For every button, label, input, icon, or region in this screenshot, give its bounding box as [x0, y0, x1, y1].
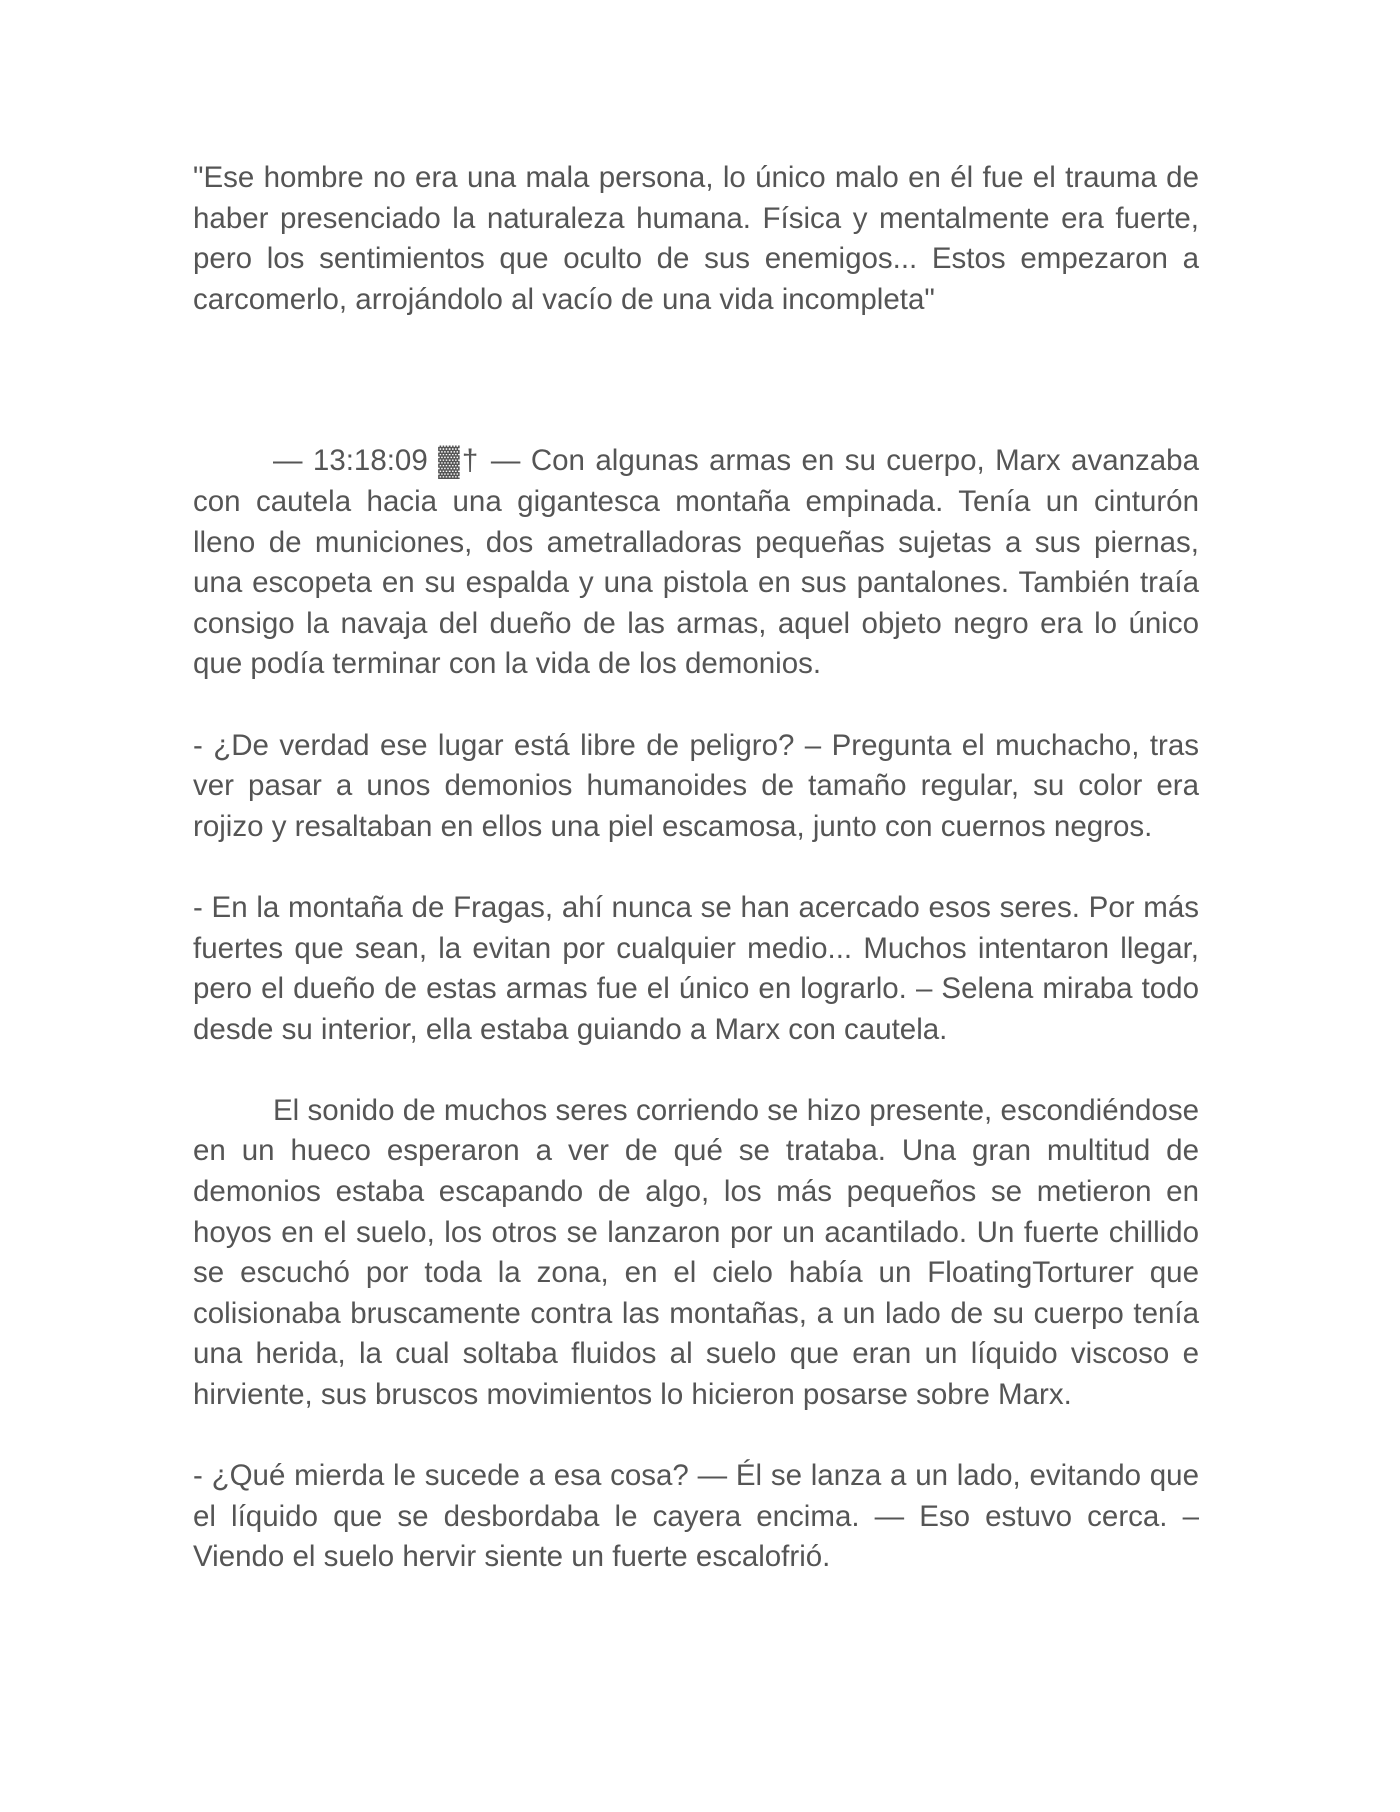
paragraph-dialogue-selena: - En la montaña de Fragas, ahí nunca se han acercado esos seres. Por más fuertes que sean, la evitan por cualquier medio... Muchos intentaron llegar, pero el dueño de estas armas fue el único en lograrlo. – Selena miraba todo desde su interior, ella estaba guiando a Marx con cautela.	[193, 890, 1199, 1046]
paragraph-dialogue-marx: - ¿Qué mierda le sucede a esa cosa? — Él se lanza a un lado, evitando que el líquido que se desbordaba le cayera encima. — Eso estuvo cerca. – Viendo el suelo hervir siente un fuerte escalofrió.	[193, 1459, 1199, 1574]
epigraph-paragraph: "Ese hombre no era una mala persona, lo único malo en él fue el trauma de haber presenciado la naturaleza humana. Física y mentalmente era fuerte, pero los sentimientos que oculto de sus enemigos... Estos empezaron a carcomerlo, arrojándolo al vacío de una vida incompleta"	[193, 161, 1199, 316]
paragraph-dialogue-question: - ¿De verdad ese lugar está libre de peligro? – Pregunta el muchacho, tras ver pasar a unos demonios humanoides de tamaño regular, su color era rojizo y resaltaban en ellos una piel escamosa, junto con cuernos negros.	[193, 728, 1199, 843]
paragraph-timestamp-intro: — 13:18:09 ▓† — Con algunas armas en su cuerpo, Marx avanzaba con cautela hacia una gigantesca montaña empinada. Tenía un cinturón lleno de municiones, dos ametralladoras pequeñas sujetas a sus piernas, una escopeta en su espalda y una pistola en sus pantalones. También traía consigo la navaja del dueño de las armas, aquel objeto negro era lo único que podía terminar con la vida de los demonios.	[193, 444, 1199, 681]
section-gap	[193, 320, 1199, 441]
paragraph-gap	[193, 685, 1199, 726]
paragraph-gap	[193, 847, 1199, 888]
paragraph-gap	[193, 1050, 1199, 1091]
paragraph-narration: El sonido de muchos seres corriendo se hizo presente, escondiéndose en un hueco esperaron a ver de qué se trataba. Una gran multitud de demonios estaba escapando de algo, los más pequeños se metieron en hoyos en el suelo, los otros se lanzaron por un acantilado. Un fuerte chillido se escuchó por toda la zona, en el cielo había un FloatingTorturer que colisionaba bruscamente contra las montañas, a un lado de su cuerpo tenía una herida, la cual soltaba fluidos al suelo que eran un líquido viscoso e hirviente, sus bruscos movimientos lo hicieron posarse sobre Marx.	[193, 1093, 1199, 1412]
paragraph-gap	[193, 1416, 1199, 1457]
text-column	[193, 158, 1199, 1578]
